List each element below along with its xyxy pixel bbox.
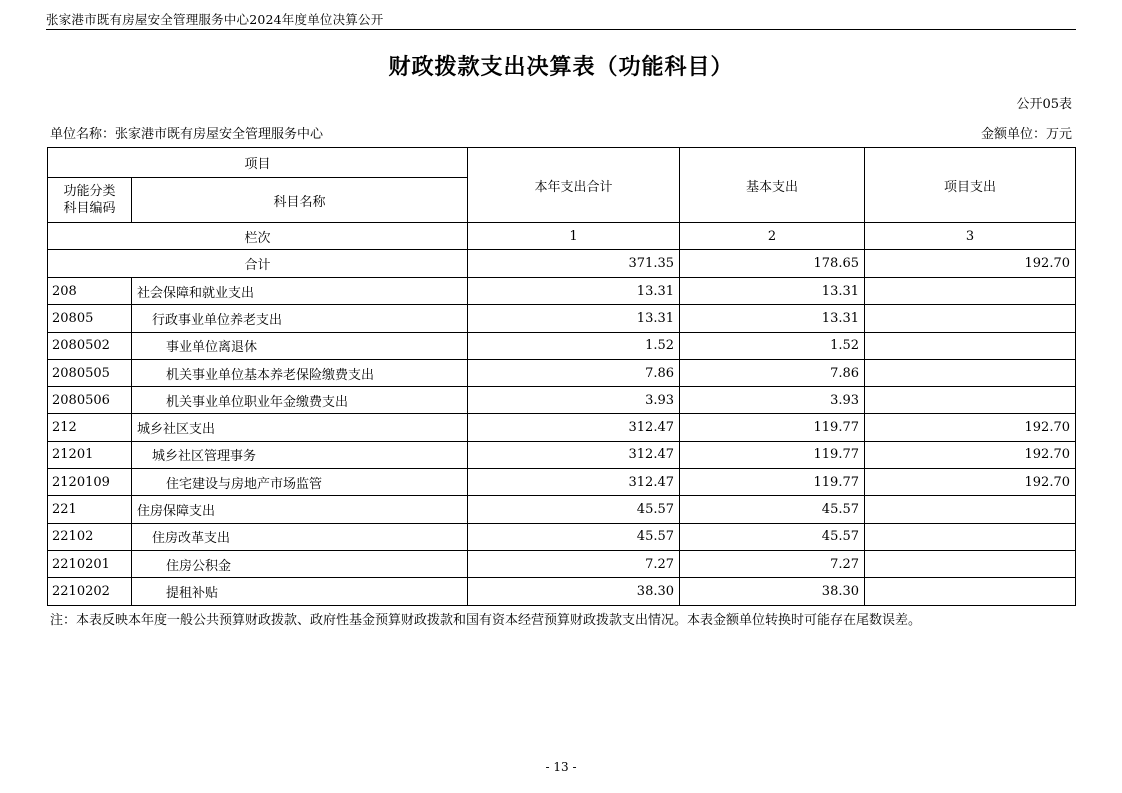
row-total: 3.93 bbox=[468, 387, 680, 414]
header-project: 项目支出 bbox=[865, 148, 1076, 223]
row-code: 21201 bbox=[48, 441, 132, 468]
row-name: 住房保障支出 bbox=[132, 496, 468, 523]
header-item: 项目 bbox=[48, 148, 468, 178]
row-project bbox=[865, 523, 1076, 550]
row-total: 7.27 bbox=[468, 550, 680, 577]
row-code: 2120109 bbox=[48, 469, 132, 496]
table-row bbox=[48, 523, 1076, 550]
row-total: 45.57 bbox=[468, 523, 680, 550]
row-name: 住房改革支出 bbox=[132, 523, 468, 550]
row-name: 社会保障和就业支出 bbox=[132, 278, 468, 305]
row-total: 312.47 bbox=[468, 469, 680, 496]
row-project bbox=[865, 387, 1076, 414]
row-project: 192.70 bbox=[865, 414, 1076, 441]
row-total: 13.31 bbox=[468, 278, 680, 305]
row-basic: 1.52 bbox=[680, 332, 865, 359]
row-basic: 119.77 bbox=[680, 441, 865, 468]
table-row bbox=[48, 305, 1076, 332]
row-basic: 45.57 bbox=[680, 523, 865, 550]
row-basic: 7.86 bbox=[680, 359, 865, 386]
row-basic: 7.27 bbox=[680, 550, 865, 577]
row-code: 212 bbox=[48, 414, 132, 441]
running-header: 张家港市既有房屋安全管理服务中心2024年度单位决算公开 bbox=[46, 12, 384, 27]
row-project bbox=[865, 305, 1076, 332]
row-name: 行政事业单位养老支出 bbox=[132, 305, 468, 332]
row-code: 2080506 bbox=[48, 387, 132, 414]
row-basic: 13.31 bbox=[680, 278, 865, 305]
total-row-project: 192.70 bbox=[865, 250, 1076, 278]
row-name: 机关事业单位基本养老保险缴费支出 bbox=[132, 359, 468, 386]
col-index-1: 1 bbox=[468, 223, 680, 250]
row-basic: 119.77 bbox=[680, 414, 865, 441]
header-rule bbox=[46, 29, 1076, 30]
table-row bbox=[48, 469, 1076, 496]
table-row bbox=[48, 414, 1076, 441]
header-code: 功能分类 科目编码 bbox=[48, 178, 132, 223]
row-code: 2210202 bbox=[48, 578, 132, 605]
row-total: 13.31 bbox=[468, 305, 680, 332]
expenditure-table bbox=[47, 147, 1076, 606]
col-index-3: 3 bbox=[865, 223, 1076, 250]
header-basic: 基本支出 bbox=[680, 148, 865, 223]
row-name: 事业单位离退休 bbox=[132, 332, 468, 359]
row-total: 312.47 bbox=[468, 441, 680, 468]
row-code: 20805 bbox=[48, 305, 132, 332]
row-name: 机关事业单位职业年金缴费支出 bbox=[132, 387, 468, 414]
row-name: 住房公积金 bbox=[132, 550, 468, 577]
row-code: 2080505 bbox=[48, 359, 132, 386]
row-basic: 3.93 bbox=[680, 387, 865, 414]
row-project bbox=[865, 578, 1076, 605]
table-row bbox=[48, 496, 1076, 523]
row-code: 2210201 bbox=[48, 550, 132, 577]
table-note: 注：本表反映本年度一般公共预算财政拨款、政府性基金预算财政拨款和国有资本经营预算财政拨款支出情况。本表金额单位转换时可能存在尾数误差。 bbox=[50, 613, 922, 628]
row-total: 38.30 bbox=[468, 578, 680, 605]
row-name: 城乡社区管理事务 bbox=[132, 441, 468, 468]
row-basic: 13.31 bbox=[680, 305, 865, 332]
amount-unit: 金额单位：万元 bbox=[980, 127, 1072, 142]
page-title: 财政拨款支出决算表（功能科目） bbox=[388, 55, 734, 80]
total-row-total: 371.35 bbox=[468, 250, 680, 278]
row-project bbox=[865, 550, 1076, 577]
table-row bbox=[48, 359, 1076, 386]
row-total: 7.86 bbox=[468, 359, 680, 386]
table-row bbox=[48, 441, 1076, 468]
row-basic: 45.57 bbox=[680, 496, 865, 523]
row-name: 提租补贴 bbox=[132, 578, 468, 605]
row-project bbox=[865, 332, 1076, 359]
form-number: 公开05表 bbox=[1016, 97, 1072, 112]
row-name: 住宅建设与房地产市场监管 bbox=[132, 469, 468, 496]
row-basic: 38.30 bbox=[680, 578, 865, 605]
header-total: 本年支出合计 bbox=[468, 148, 680, 223]
table-row bbox=[48, 332, 1076, 359]
row-total: 312.47 bbox=[468, 414, 680, 441]
row-basic: 119.77 bbox=[680, 469, 865, 496]
row-total: 45.57 bbox=[468, 496, 680, 523]
header-col-index: 栏次 bbox=[48, 223, 468, 250]
row-project: 192.70 bbox=[865, 469, 1076, 496]
table-row bbox=[48, 387, 1076, 414]
row-project: 192.70 bbox=[865, 441, 1076, 468]
table-row bbox=[48, 550, 1076, 577]
row-code: 208 bbox=[48, 278, 132, 305]
page-number: - 13 - bbox=[545, 760, 577, 774]
row-project bbox=[865, 496, 1076, 523]
row-code: 221 bbox=[48, 496, 132, 523]
row-code: 22102 bbox=[48, 523, 132, 550]
row-name: 城乡社区支出 bbox=[132, 414, 468, 441]
table-row bbox=[48, 278, 1076, 305]
row-project bbox=[865, 278, 1076, 305]
unit-name: 单位名称：张家港市既有房屋安全管理服务中心 bbox=[50, 127, 324, 142]
row-total: 1.52 bbox=[468, 332, 680, 359]
total-row-basic: 178.65 bbox=[680, 250, 865, 278]
total-row-label: 合计 bbox=[48, 250, 468, 278]
header-name: 科目名称 bbox=[132, 178, 468, 223]
row-code: 2080502 bbox=[48, 332, 132, 359]
col-index-2: 2 bbox=[680, 223, 865, 250]
row-project bbox=[865, 359, 1076, 386]
table-row bbox=[48, 578, 1076, 605]
